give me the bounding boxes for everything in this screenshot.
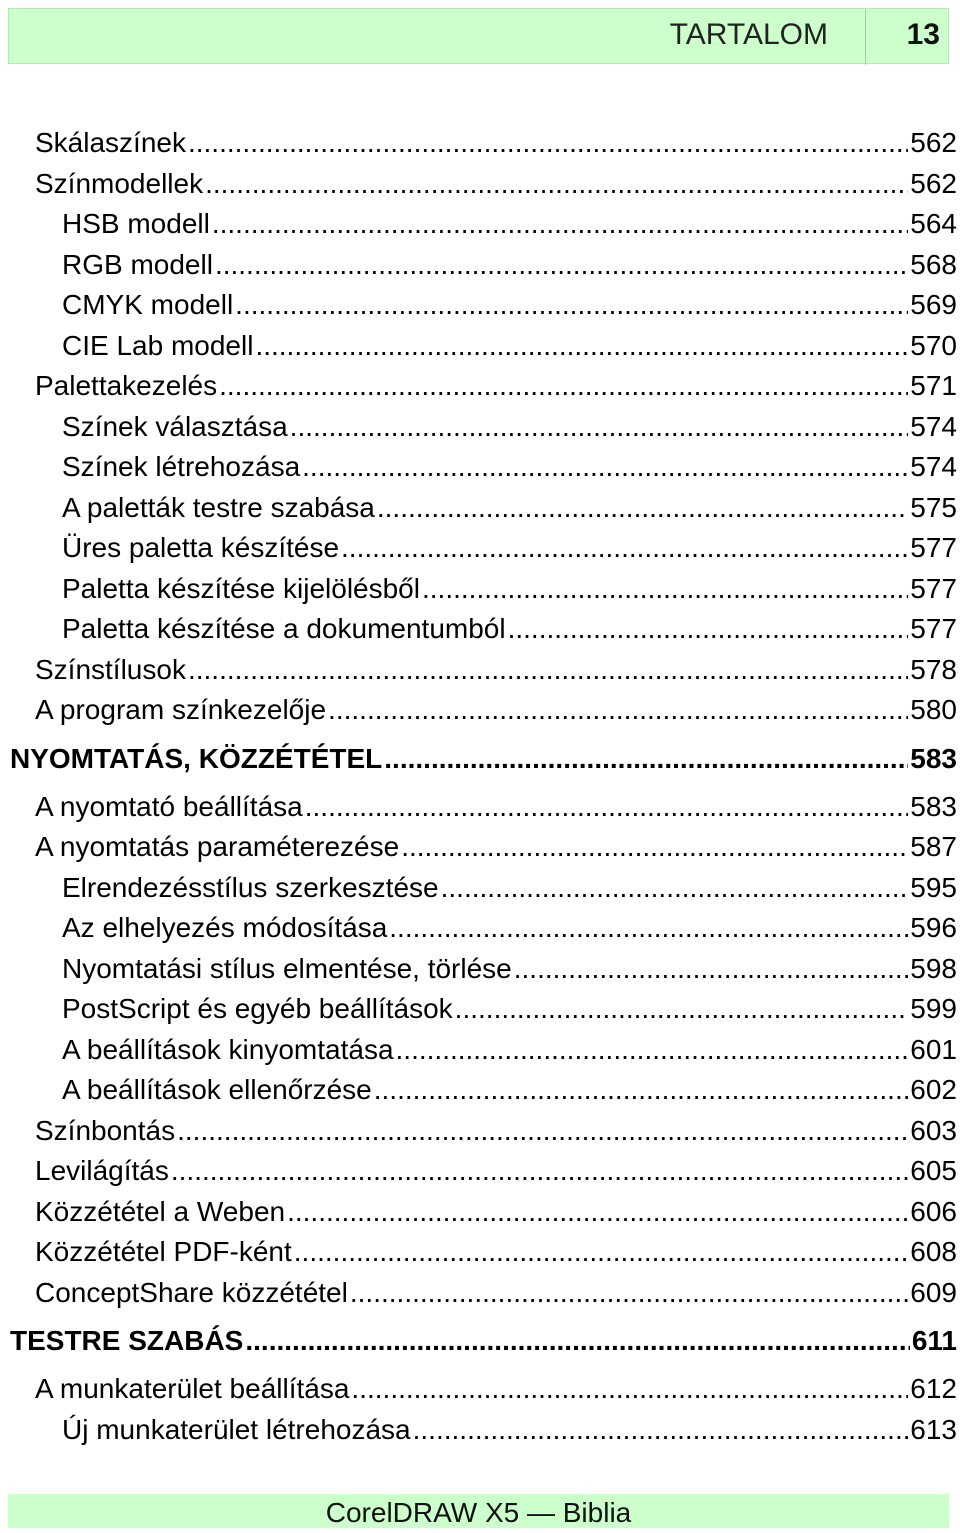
toc-entry-title: HSB modell <box>62 208 210 239</box>
page-header <box>8 8 949 64</box>
toc-entry[interactable] <box>0 1273 960 1313</box>
header-page-number: 13 <box>906 18 940 51</box>
toc-entry-title: NYOMTATÁS, KÖZZÉTÉTEL <box>10 742 383 774</box>
toc-entry-title: RGB modell <box>62 248 213 280</box>
toc-entry-page: 570 <box>910 329 957 361</box>
toc-entry-title: Üres paletta készítése <box>62 532 340 563</box>
toc-entry[interactable] <box>0 609 960 649</box>
dot-leader <box>188 650 908 690</box>
dot-leader <box>171 1151 908 1191</box>
toc-entry[interactable] <box>0 407 960 447</box>
toc-entry-page: 562 <box>910 167 957 199</box>
header-divider <box>865 9 866 65</box>
dot-leader <box>514 949 909 989</box>
dot-leader <box>374 1070 909 1110</box>
dot-leader <box>215 245 908 285</box>
toc-entry[interactable] <box>0 1410 960 1450</box>
dot-leader <box>396 1030 909 1070</box>
toc-entry-page: 564 <box>910 208 957 239</box>
toc-entry-title: CMYK modell <box>62 289 234 320</box>
toc-entry-title: CIE Lab modell <box>62 329 254 361</box>
dot-leader <box>219 366 908 406</box>
toc-entry-title: Paletta készítése kijelölésből <box>62 572 420 604</box>
toc-entry-title: A nyomtató beállítása <box>35 790 303 822</box>
toc-entry-page: 583 <box>910 742 957 774</box>
dot-leader <box>401 827 908 867</box>
toc-entry-title: PostScript és egyéb beállítások <box>62 993 453 1024</box>
toc-entry-title: Az elhelyezés módosítása <box>62 912 388 943</box>
toc-entry-page: 577 <box>910 613 957 644</box>
toc-entry[interactable] <box>0 569 960 609</box>
toc-entry-page: 602 <box>910 1074 957 1105</box>
toc-entry-title: A beállítások kinyomtatása <box>62 1033 394 1065</box>
toc-entry[interactable] <box>0 787 960 827</box>
toc-entry-title: Paletta készítése a dokumentumból <box>62 613 506 644</box>
toc-entry-title: Nyomtatási stílus elmentése, törlése <box>62 952 512 984</box>
toc-entry[interactable] <box>0 989 960 1029</box>
dot-leader <box>287 1192 908 1232</box>
toc-entry[interactable] <box>0 285 960 325</box>
toc-entry-page: 568 <box>910 248 957 280</box>
toc-entry[interactable] <box>0 908 960 948</box>
toc-entry-page: 571 <box>910 370 957 401</box>
toc-entry-title: Színek létrehozása <box>62 451 301 482</box>
toc-entry[interactable] <box>0 447 960 487</box>
toc-entry-page: 613 <box>910 1413 957 1445</box>
toc-entry-title: TESTRE SZABÁS <box>10 1325 244 1356</box>
toc-entry[interactable] <box>0 690 960 730</box>
toc-entry-page: 569 <box>910 289 957 320</box>
toc-entry-page: 612 <box>910 1373 957 1404</box>
toc-entry-page: 603 <box>910 1114 957 1146</box>
dot-leader <box>328 690 908 730</box>
dot-leader <box>441 868 909 908</box>
toc-entry[interactable] <box>0 326 960 366</box>
toc-entry[interactable] <box>0 366 960 406</box>
toc-entry[interactable] <box>0 528 960 568</box>
toc-entry-page: 575 <box>910 491 957 523</box>
toc-entry-title: Színbontás <box>35 1114 176 1146</box>
dot-leader <box>455 989 909 1029</box>
dot-leader <box>384 739 908 779</box>
toc-entry[interactable] <box>0 164 960 204</box>
toc-entry-title: Elrendezésstílus szerkesztése <box>62 871 439 903</box>
toc-entry[interactable] <box>0 868 960 908</box>
toc-section-heading[interactable] <box>0 739 960 779</box>
toc-entry-page: 608 <box>910 1236 957 1267</box>
toc-entry-page: 595 <box>910 871 957 903</box>
toc-entry[interactable] <box>0 204 960 244</box>
toc-entry[interactable] <box>0 827 960 867</box>
toc-entry[interactable] <box>0 1369 960 1409</box>
toc-entry-page: 598 <box>910 952 957 984</box>
toc-entry-title: Közzététel PDF-ként <box>35 1236 292 1267</box>
toc-entry-title: Színstílusok <box>35 653 186 685</box>
toc-entry-page: 583 <box>910 790 957 822</box>
toc-entry[interactable] <box>0 1111 960 1151</box>
dot-leader <box>294 1232 909 1272</box>
dot-leader <box>177 1111 908 1151</box>
toc-entry-page: 578 <box>910 653 957 685</box>
toc-entry-title: Színmodellek <box>35 167 204 199</box>
toc-entry-page: 611 <box>911 1325 957 1356</box>
toc-entry-title: Színek választása <box>62 410 288 442</box>
toc-entry[interactable] <box>0 245 960 285</box>
toc-entry-title: Palettakezelés <box>35 370 218 401</box>
toc-entry-title: ConceptShare közzététel <box>35 1276 348 1308</box>
toc-entry[interactable] <box>0 123 960 163</box>
toc-entry-page: 605 <box>910 1155 957 1186</box>
toc-entry-page: 601 <box>910 1033 957 1065</box>
dot-leader <box>389 908 908 948</box>
toc-entry-page: 562 <box>910 127 957 158</box>
toc-entry-title: Közzététel a Weben <box>35 1195 286 1227</box>
toc-entry-title: A program színkezelője <box>35 694 327 725</box>
toc-entry-title: Levilágítás <box>35 1155 169 1186</box>
dot-leader <box>235 285 908 325</box>
header-title: TARTALOM <box>669 18 828 51</box>
toc-section-heading[interactable] <box>0 1321 960 1361</box>
dot-leader <box>377 488 908 528</box>
toc-entry[interactable] <box>0 949 960 989</box>
toc-entry-title: A beállítások ellenőrzése <box>62 1074 372 1105</box>
toc-entry[interactable] <box>0 650 960 690</box>
toc-entry-page: 577 <box>910 532 957 563</box>
toc-entry[interactable] <box>0 1151 960 1191</box>
toc-entry-page: 587 <box>910 831 957 862</box>
dot-leader <box>212 204 908 244</box>
dot-leader <box>305 787 909 827</box>
toc-entry-page: 596 <box>910 912 957 943</box>
dot-leader <box>205 164 908 204</box>
dot-leader <box>188 123 908 163</box>
page-footer: CorelDRAW X5 — Biblia <box>8 1494 949 1528</box>
toc-entry[interactable] <box>0 1192 960 1232</box>
toc-entry-page: 606 <box>910 1195 957 1227</box>
dot-leader <box>350 1273 908 1313</box>
dot-leader <box>422 569 908 609</box>
toc-entry-title: Új munkaterület létrehozása <box>62 1413 411 1445</box>
dot-leader <box>351 1369 908 1409</box>
dot-leader <box>341 528 908 568</box>
toc-entry-page: 609 <box>910 1276 957 1308</box>
toc-entry[interactable] <box>0 1030 960 1070</box>
dot-leader <box>413 1410 909 1450</box>
toc-entry-page: 577 <box>910 572 957 604</box>
toc-entry-page: 580 <box>910 694 957 725</box>
toc-entry-title: Skálaszínek <box>35 127 186 158</box>
toc-entry-title: A munkaterület beállítása <box>35 1373 350 1404</box>
toc-entry-page: 574 <box>910 410 957 442</box>
toc-entry-page: 574 <box>910 451 957 482</box>
dot-leader <box>290 407 909 447</box>
toc-entry-title: A paletták testre szabása <box>62 491 375 523</box>
toc-entry-page: 599 <box>910 993 957 1024</box>
toc-entry-title: A nyomtatás paraméterezése <box>35 831 400 862</box>
toc-entry[interactable] <box>0 488 960 528</box>
dot-leader <box>508 609 909 649</box>
dot-leader <box>302 447 908 487</box>
toc-entry[interactable] <box>0 1070 960 1110</box>
dot-leader <box>245 1321 909 1361</box>
dot-leader <box>255 326 908 366</box>
toc-entry[interactable] <box>0 1232 960 1272</box>
